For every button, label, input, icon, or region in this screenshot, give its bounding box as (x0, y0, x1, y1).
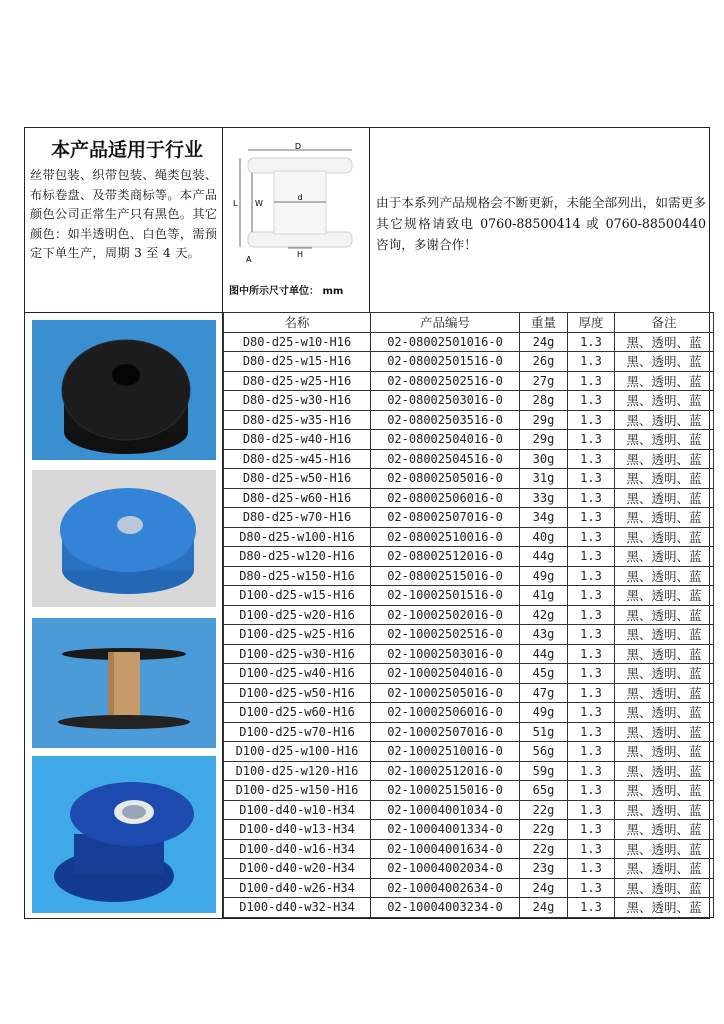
cell-remark: 黑、透明、蓝 (615, 605, 714, 625)
table-row (224, 410, 714, 430)
cell-code: 02-10004003234-0 (371, 898, 520, 918)
table-row (224, 449, 714, 469)
cell-weight: 22g (520, 800, 568, 820)
cell-weight: 30g (520, 449, 568, 469)
table-row (224, 898, 714, 918)
cell-remark: 黑、透明、蓝 (615, 449, 714, 469)
cell-weight: 27g (520, 371, 568, 391)
cell-name: D100-d40-w16-H34 (224, 839, 371, 859)
cell-name: D100-d40-w20-H34 (224, 859, 371, 879)
cell-remark: 黑、透明、蓝 (615, 332, 714, 352)
cell-code: 02-10002507016-0 (371, 722, 520, 742)
cell-name: D100-d25-w50-H16 (224, 683, 371, 703)
cell-weight: 49g (520, 703, 568, 723)
cell-name: D100-d40-w13-H34 (224, 820, 371, 840)
industry-description: 丝带包装、织带包装、绳类包装、布标卷盘、及带类商标等。本产品颜色公司正常生产只有黑色。其它颜色：如半透明色、白色等，需预定下单生产，周期 3 至 4 天。 (30, 168, 218, 261)
table-row (224, 664, 714, 684)
cell-name: D100-d25-w25-H16 (224, 625, 371, 645)
cell-remark: 黑、透明、蓝 (615, 371, 714, 391)
cell-remark: 黑、透明、蓝 (615, 742, 714, 762)
cell-remark: 黑、透明、蓝 (615, 898, 714, 918)
cell-thickness: 1.3 (568, 722, 615, 742)
table-row (224, 683, 714, 703)
cell-name: D80-d25-w25-H16 (224, 371, 371, 391)
table-row (224, 547, 714, 567)
cell-name: D100-d25-w20-H16 (224, 605, 371, 625)
cell-remark: 黑、透明、蓝 (615, 781, 714, 801)
table-row (224, 430, 714, 450)
cell-remark: 黑、透明、蓝 (615, 722, 714, 742)
table-row (224, 371, 714, 391)
cell-name: D100-d25-w100-H16 (224, 742, 371, 762)
cell-code: 02-10004001334-0 (371, 820, 520, 840)
cell-name: D80-d25-w10-H16 (224, 332, 371, 352)
cell-remark: 黑、透明、蓝 (615, 820, 714, 840)
cell-thickness: 1.3 (568, 430, 615, 450)
table-row (224, 508, 714, 528)
cell-thickness: 1.3 (568, 469, 615, 489)
cell-name: D80-d25-w35-H16 (224, 410, 371, 430)
cell-remark: 黑、透明、蓝 (615, 664, 714, 684)
specification-notice: 由于本系列产品规格会不断更新，未能全部列出，如需更多其它规格请致电 0760-88500414 或 0760-88500440 咨询，多谢合作！ (376, 195, 706, 252)
cell-code: 02-08002510016-0 (371, 527, 520, 547)
col-header-thickness: 厚度 (568, 313, 615, 333)
cell-name: D100-d40-w32-H34 (224, 898, 371, 918)
cell-code: 02-08002515016-0 (371, 566, 520, 586)
col-header-remark: 备注 (615, 313, 714, 333)
cell-remark: 黑、透明、蓝 (615, 430, 714, 450)
cell-thickness: 1.3 (568, 449, 615, 469)
cell-weight: 59g (520, 761, 568, 781)
cell-name: D80-d25-w120-H16 (224, 547, 371, 567)
col-header-weight: 重量 (520, 313, 568, 333)
cell-remark: 黑、透明、蓝 (615, 625, 714, 645)
cell-thickness: 1.3 (568, 898, 615, 918)
cell-code: 02-08002503516-0 (371, 410, 520, 430)
cell-thickness: 1.3 (568, 781, 615, 801)
black-spool-photo (32, 320, 216, 460)
table-row (224, 742, 714, 762)
cell-weight: 41g (520, 586, 568, 606)
cell-remark: 黑、透明、蓝 (615, 566, 714, 586)
cell-weight: 40g (520, 527, 568, 547)
cell-remark: 黑、透明、蓝 (615, 488, 714, 508)
cell-thickness: 1.3 (568, 547, 615, 567)
cell-name: D80-d25-w15-H16 (224, 352, 371, 372)
spec-table (223, 312, 714, 918)
cell-weight: 24g (520, 878, 568, 898)
cell-name: D100-d40-w26-H34 (224, 878, 371, 898)
cell-name: D80-d25-w50-H16 (224, 469, 371, 489)
cell-thickness: 1.3 (568, 332, 615, 352)
table-row (224, 703, 714, 723)
cell-thickness: 1.3 (568, 839, 615, 859)
cell-remark: 黑、透明、蓝 (615, 859, 714, 879)
cell-weight: 47g (520, 683, 568, 703)
cell-weight: 42g (520, 605, 568, 625)
cell-name: D100-d25-w70-H16 (224, 722, 371, 742)
table-row (224, 586, 714, 606)
cell-thickness: 1.3 (568, 371, 615, 391)
cell-remark: 黑、透明、蓝 (615, 644, 714, 664)
cell-thickness: 1.3 (568, 820, 615, 840)
cell-code: 02-08002506016-0 (371, 488, 520, 508)
cell-code: 02-10004001634-0 (371, 839, 520, 859)
table-row (224, 488, 714, 508)
cell-weight: 44g (520, 644, 568, 664)
cell-weight: 31g (520, 469, 568, 489)
cell-code: 02-08002504016-0 (371, 430, 520, 450)
cell-name: D100-d25-w150-H16 (224, 781, 371, 801)
cell-thickness: 1.3 (568, 703, 615, 723)
cell-remark: 黑、透明、蓝 (615, 527, 714, 547)
blue-spool-photo (32, 470, 216, 607)
cell-weight: 49g (520, 566, 568, 586)
cell-thickness: 1.3 (568, 488, 615, 508)
cell-thickness: 1.3 (568, 527, 615, 547)
cell-thickness: 1.3 (568, 761, 615, 781)
cell-thickness: 1.3 (568, 800, 615, 820)
table-row (224, 605, 714, 625)
cell-name: D100-d25-w40-H16 (224, 664, 371, 684)
cell-name: D100-d25-w120-H16 (224, 761, 371, 781)
cell-thickness: 1.3 (568, 664, 615, 684)
table-row (224, 800, 714, 820)
cell-weight: 26g (520, 352, 568, 372)
cell-code: 02-10002505016-0 (371, 683, 520, 703)
cell-code: 02-08002502516-0 (371, 371, 520, 391)
cell-thickness: 1.3 (568, 566, 615, 586)
diagram-label-d: d (297, 193, 303, 202)
cell-name: D100-d25-w60-H16 (224, 703, 371, 723)
cell-code: 02-10002503016-0 (371, 644, 520, 664)
table-header-row (224, 313, 714, 333)
cell-remark: 黑、透明、蓝 (615, 469, 714, 489)
cell-remark: 黑、透明、蓝 (615, 839, 714, 859)
industry-title: 本产品适用于行业 (50, 139, 203, 161)
divider-right (369, 127, 370, 313)
cell-weight: 45g (520, 664, 568, 684)
cell-remark: 黑、透明、蓝 (615, 586, 714, 606)
table-row (224, 722, 714, 742)
black-flange-paper-core-photo (32, 618, 216, 748)
cell-weight: 44g (520, 547, 568, 567)
cell-code: 02-10004001034-0 (371, 800, 520, 820)
cell-weight: 33g (520, 488, 568, 508)
cell-thickness: 1.3 (568, 878, 615, 898)
cell-weight: 34g (520, 508, 568, 528)
cell-thickness: 1.3 (568, 859, 615, 879)
cell-remark: 黑、透明、蓝 (615, 683, 714, 703)
cell-name: D80-d25-w100-H16 (224, 527, 371, 547)
table-row (224, 332, 714, 352)
navy-spool-photo (32, 756, 216, 913)
table-row (224, 761, 714, 781)
cell-name: D80-d25-w150-H16 (224, 566, 371, 586)
cell-name: D100-d25-w15-H16 (224, 586, 371, 606)
table-row (224, 391, 714, 411)
cell-code: 02-10002502516-0 (371, 625, 520, 645)
cell-weight: 22g (520, 839, 568, 859)
cell-remark: 黑、透明、蓝 (615, 508, 714, 528)
diagram-label-A: A (246, 255, 252, 264)
cell-weight: 22g (520, 820, 568, 840)
table-row (224, 469, 714, 489)
cell-code: 02-08002501016-0 (371, 332, 520, 352)
cell-thickness: 1.3 (568, 605, 615, 625)
cell-thickness: 1.3 (568, 586, 615, 606)
cell-remark: 黑、透明、蓝 (615, 547, 714, 567)
cell-weight: 29g (520, 410, 568, 430)
cell-weight: 24g (520, 332, 568, 352)
cell-thickness: 1.3 (568, 410, 615, 430)
cell-remark: 黑、透明、蓝 (615, 800, 714, 820)
table-row (224, 839, 714, 859)
cell-name: D80-d25-w70-H16 (224, 508, 371, 528)
cell-code: 02-08002504516-0 (371, 449, 520, 469)
cell-code: 02-10002515016-0 (371, 781, 520, 801)
cell-weight: 29g (520, 430, 568, 450)
diagram-label-L: L (233, 199, 238, 208)
cell-code: 02-10002501516-0 (371, 586, 520, 606)
cell-code: 02-10002506016-0 (371, 703, 520, 723)
table-row (224, 352, 714, 372)
cell-weight: 51g (520, 722, 568, 742)
diagram-unit-caption: 图中所示尺寸单位： mm (229, 286, 344, 297)
cell-code: 02-10002512016-0 (371, 761, 520, 781)
table-row (224, 527, 714, 547)
table-row (224, 644, 714, 664)
cell-thickness: 1.3 (568, 625, 615, 645)
cell-code: 02-10002510016-0 (371, 742, 520, 762)
cell-thickness: 1.3 (568, 391, 615, 411)
cell-remark: 黑、透明、蓝 (615, 352, 714, 372)
cell-name: D100-d25-w30-H16 (224, 644, 371, 664)
table-row (224, 566, 714, 586)
cell-code: 02-08002507016-0 (371, 508, 520, 528)
cell-thickness: 1.3 (568, 683, 615, 703)
cell-remark: 黑、透明、蓝 (615, 391, 714, 411)
diagram-label-D: D (294, 142, 302, 151)
cell-name: D80-d25-w60-H16 (224, 488, 371, 508)
cell-thickness: 1.3 (568, 352, 615, 372)
cell-weight: 56g (520, 742, 568, 762)
table-row (224, 859, 714, 879)
cell-name: D80-d25-w30-H16 (224, 391, 371, 411)
cell-code: 02-08002503016-0 (371, 391, 520, 411)
diagram-label-W: W (255, 199, 263, 208)
cell-code: 02-10004002634-0 (371, 878, 520, 898)
cell-remark: 黑、透明、蓝 (615, 703, 714, 723)
cell-code: 02-08002505016-0 (371, 469, 520, 489)
cell-code: 02-10002504016-0 (371, 664, 520, 684)
cell-name: D80-d25-w45-H16 (224, 449, 371, 469)
table-row (224, 781, 714, 801)
cell-weight: 65g (520, 781, 568, 801)
spool-dimension-diagram (228, 140, 358, 270)
cell-thickness: 1.3 (568, 508, 615, 528)
cell-name: D100-d40-w10-H34 (224, 800, 371, 820)
cell-weight: 28g (520, 391, 568, 411)
cell-weight: 23g (520, 859, 568, 879)
cell-remark: 黑、透明、蓝 (615, 410, 714, 430)
cell-name: D80-d25-w40-H16 (224, 430, 371, 450)
cell-code: 02-10004002034-0 (371, 859, 520, 879)
table-row (224, 878, 714, 898)
cell-thickness: 1.3 (568, 644, 615, 664)
table-row (224, 820, 714, 840)
cell-code: 02-08002501516-0 (371, 352, 520, 372)
cell-remark: 黑、透明、蓝 (615, 878, 714, 898)
cell-weight: 43g (520, 625, 568, 645)
diagram-label-H: H (296, 250, 304, 259)
cell-code: 02-08002512016-0 (371, 547, 520, 567)
table-row (224, 625, 714, 645)
col-header-code: 产品编号 (371, 313, 520, 333)
cell-weight: 24g (520, 898, 568, 918)
cell-thickness: 1.3 (568, 742, 615, 762)
cell-remark: 黑、透明、蓝 (615, 761, 714, 781)
col-header-name: 名称 (224, 313, 371, 333)
cell-code: 02-10002502016-0 (371, 605, 520, 625)
